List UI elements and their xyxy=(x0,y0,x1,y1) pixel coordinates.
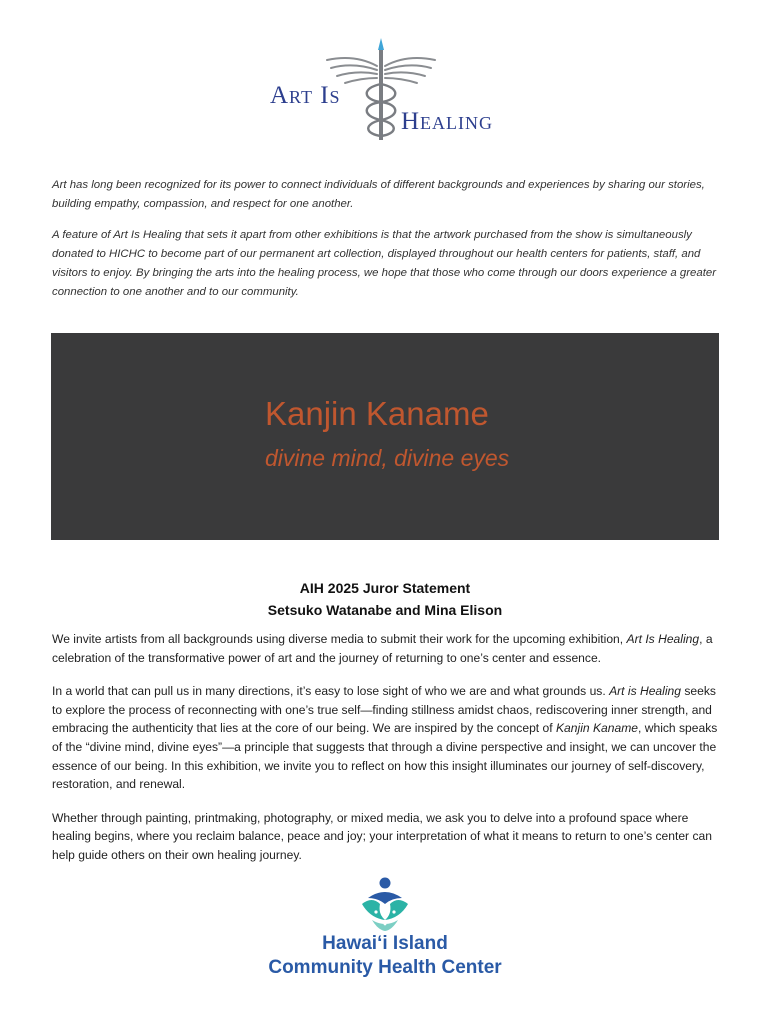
juror-statement-heading xyxy=(0,577,770,621)
juror-names: Setsuko Watanabe and Mina Elison xyxy=(267,602,503,618)
banner-title: Kanjin Kaname xyxy=(265,395,489,432)
intro-section xyxy=(52,176,720,314)
body-paragraph-3: Whether through painting, printmaking, photography, or mixed media, we ask you to delve into a profound space where healing begins, where you reclaim balance, peace and joy; your interpretation of what it means to return to one’s center can help guide others on their own healing journey. xyxy=(52,810,712,862)
theme-banner xyxy=(51,333,719,540)
body-p1-emphasis: Art Is Healing xyxy=(626,632,700,646)
banner-subtitle: divine mind, divine eyes xyxy=(265,445,510,471)
logo-word-art-is: Art Is xyxy=(270,82,341,109)
logo-word-healing: Healing xyxy=(401,108,494,135)
body-p2-emphasis-1: Art is Healing xyxy=(609,684,681,699)
juror-heading-title: AIH 2025 Juror Statement xyxy=(299,580,471,596)
body-p2-text-a: In a world that can pull us in many directions, it’s easy to lose sight of who we are and what grounds us. xyxy=(52,684,610,699)
hichc-name-line-2: Community Health Center xyxy=(268,957,502,978)
hichc-name-line-1: Hawaiʻi Island xyxy=(322,933,448,954)
body-p2-text-c: , which speaks of the “divine mind, divine eyes”—a principle that suggests that through a divine perspective and insight, we can uncover the essence of our being. In this exhibition, we invite you to reflect on how this insight illuminates our journey of self-discovery, restoration, and renewal. xyxy=(52,721,718,792)
juror-statement-body xyxy=(52,630,722,880)
body-p2-text-b: seeks to explore the process of reconnecting with one’s true self—finding stillness amidst chaos, rediscovering inner strength, and embracing the authenticity that lies at the core of our being. We are inspired by the concept of xyxy=(52,684,716,736)
body-paragraph-1 xyxy=(52,630,722,667)
body-p2-emphasis-2: Kanjin Kaname xyxy=(555,721,639,736)
body-p1-text-a: We invite artists from all backgrounds using diverse media to submit their work for the upcoming exhibition, xyxy=(52,632,627,646)
hichc-logo xyxy=(250,876,520,986)
intro-paragraph-2: A feature of Art Is Healing that sets it apart from other exhibitions is that the artwork purchased from the show is simultaneously donated to HICHC to become part of our permanent art collection, displayed throughout our health centers for patients, staff, and visitors to enjoy. By bringing the arts into the healing process, we hope that those who come through our doors experience a greater connection to one another and to our community. xyxy=(52,229,716,298)
body-paragraph-2 xyxy=(52,682,722,794)
hichc-figure-icon xyxy=(358,876,412,932)
art-is-healing-logo xyxy=(265,36,530,148)
body-p1-text-b: , a celebration of the transformative power of art and the journey of returning to one’s center and essence. xyxy=(52,632,713,665)
intro-paragraph-1: Art has long been recognized for its power to connect individuals of different backgrounds and experiences by sharing our stories, building empathy, compassion, and respect for one another. xyxy=(52,179,705,210)
